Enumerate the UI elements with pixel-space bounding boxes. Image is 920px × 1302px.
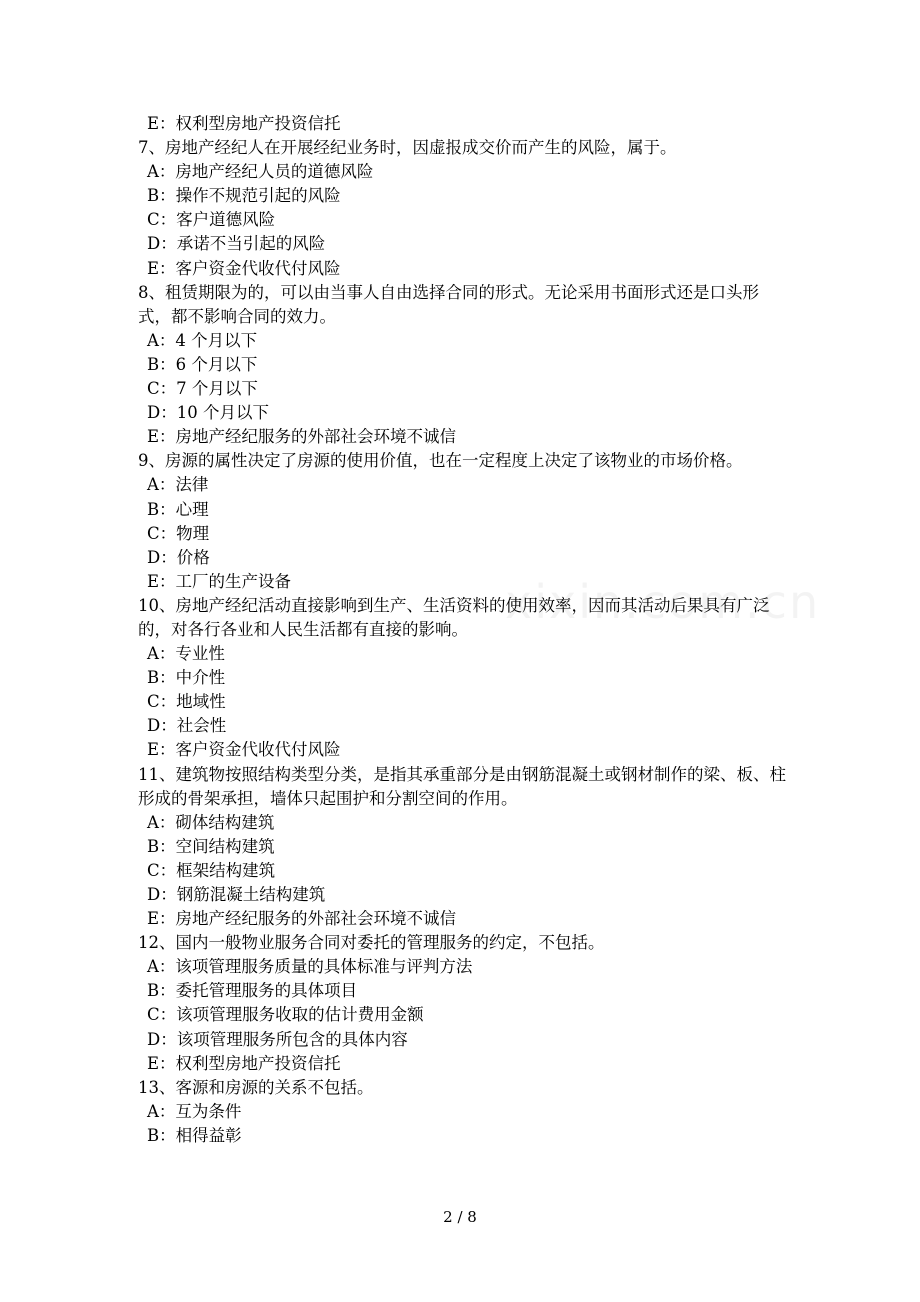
answer-option: A：专业性 <box>147 644 225 664</box>
answer-option: C：框架结构建筑 <box>147 860 276 880</box>
question-list <box>138 112 788 1148</box>
answer-option: B：中介性 <box>147 668 226 688</box>
answer-option: B：委托管理服务的具体项目 <box>147 981 358 1001</box>
answer-option: A：互为条件 <box>147 1101 242 1121</box>
answer-option: B：心理 <box>147 499 209 519</box>
answer-option: E：权利型房地产投资信托 <box>147 1053 341 1073</box>
question-text: 13、客源和房源的关系不包括。 <box>138 1077 374 1097</box>
question-text: 10、房地产经纪活动直接影响到生产、生活资料的使用效率，因而其活动后果具有广泛的，对各行各业和人民生活都有直接的影响。 <box>138 595 770 639</box>
answer-option: D：价格 <box>147 547 210 567</box>
answer-option: E：房地产经纪服务的外部社会环境不诚信 <box>147 909 457 929</box>
answer-option: E：房地产经纪服务的外部社会环境不诚信 <box>147 427 457 447</box>
answer-option: D：承诺不当引起的风险 <box>147 234 326 254</box>
answer-option: B：6 个月以下 <box>147 354 258 374</box>
answer-option: A：房地产经纪人员的道德风险 <box>147 162 374 182</box>
question-text: 11、建筑物按照结构类型分类，是指其承重部分是由钢筋混凝土或钢材制作的梁、板、柱形成的骨架承担，墙体只起围护和分割空间的作用。 <box>138 764 786 808</box>
answer-option: C：7 个月以下 <box>147 379 258 399</box>
question-text: 8、租赁期限为的，可以由当事人自由选择合同的形式。无论采用书面形式还是口头形式，都不影响合同的效力。 <box>138 282 759 326</box>
answer-option: C：地域性 <box>147 692 226 712</box>
answer-option: A：法律 <box>147 475 209 495</box>
answer-option: A：4 个月以下 <box>147 330 258 350</box>
answer-option: C：该项管理服务收取的估计费用金额 <box>147 1005 424 1025</box>
answer-option: E：工厂的生产设备 <box>147 571 292 591</box>
watermark <box>505 575 820 629</box>
answer-option: A：砌体结构建筑 <box>147 812 275 832</box>
answer-option: A：该项管理服务质量的具体标准与评判方法 <box>147 957 473 977</box>
answer-option: E：客户资金代收代付风险 <box>147 740 341 760</box>
answer-option: E：客户资金代收代付风险 <box>147 258 341 278</box>
answer-option: C：客户道德风险 <box>147 210 276 230</box>
answer-option: C：物理 <box>147 523 210 543</box>
answer-option: B：相得益彰 <box>147 1125 242 1145</box>
question-text: 9、房源的属性决定了房源的使用价值，也在一定程度上决定了该物业的市场价格。 <box>138 451 743 471</box>
answer-option: D：社会性 <box>147 716 227 736</box>
answer-option: B：操作不规范引起的风险 <box>147 186 341 206</box>
question-text: 12、国内一般物业服务合同对委托的管理服务的约定，不包括。 <box>138 933 605 953</box>
answer-option: D：该项管理服务所包含的具体内容 <box>147 1029 408 1049</box>
question-text: 7、房地产经纪人在开展经纪业务时，因虚报成交价而产生的风险，属于。 <box>138 138 677 158</box>
answer-option: D：钢筋混凝土结构建筑 <box>147 885 326 904</box>
answer-option: D：10 个月以下 <box>147 403 269 423</box>
page-number: 2 / 8 <box>443 1208 477 1226</box>
answer-option: B：空间结构建筑 <box>147 836 275 856</box>
answer-option: E：权利型房地产投资信托 <box>147 114 341 133</box>
